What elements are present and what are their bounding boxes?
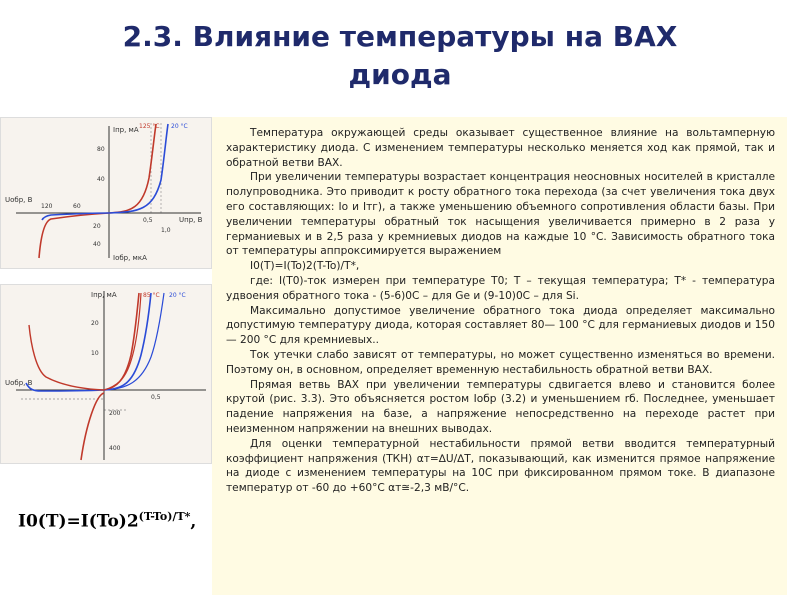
- axis-label-ireverse: Iобр, мкА: [113, 254, 147, 262]
- axis-label-iforward: Iпр, мА: [113, 126, 139, 134]
- figure-vac-germanium: [0, 117, 212, 269]
- formula-base: I0(T)=I(To)2: [18, 511, 139, 532]
- tick-x-60: 60: [73, 203, 81, 210]
- tick-200: 200: [109, 410, 121, 417]
- tick-05: 0,5: [151, 394, 161, 401]
- tick-x-05: 0,5: [143, 217, 153, 224]
- tick-10: 10: [91, 350, 99, 357]
- paragraph-3: где: I(T0)-ток измерен при температуре T0; T – текущая температура; T* - температура удвоения обратного тока - (5-6)0С – для Ge и (9-10)0С – для Si.: [226, 274, 775, 302]
- temp-label-hot: 125 °C: [139, 123, 160, 130]
- vac-chart-1: [1, 118, 211, 268]
- paragraph-1: Температура окружающей среды оказывает существенное влияние на вольтамперную характеристику диода. С изменением температуры несколько меняется ход как прямой, так и обратной ветви ВАХ.: [226, 127, 775, 169]
- figure-vac-silicon: [0, 284, 212, 464]
- tick-400: 400: [109, 445, 121, 452]
- curve-breakdown-hot: [29, 325, 104, 390]
- paragraph-4: Максимально допустимое увеличение обратного тока диода определяет максимально допустимую температуру диода, которая составляет 80— 100 °С для германиевых диодов и 150 — 200 °С для кремниевых..: [226, 304, 775, 347]
- axis-label-ureverse: Uобр, В: [5, 196, 33, 204]
- curve-forward-hot-2: [104, 293, 141, 390]
- paragraph-5: Ток утечки слабо зависят от температуры, но может существенно изменяться во времени. Поэтому он, в основном, определяет временную нестабильность обратной ветви ВАХ.: [226, 348, 775, 376]
- tick-y-20: 20: [93, 223, 101, 230]
- curve-reverse-hot: [81, 393, 104, 460]
- axis-label-ureverse: Uобр, В: [5, 379, 33, 387]
- paragraph-7: Для оценки температурной нестабильности прямой ветви вводится температурный коэффициент напряжения (ТКН) αт=∆U/∆T, показывающий, как изменится прямое напряжение на диоде с изменением температуры на 10С при фиксированном прямом токе. В диапазоне температур от -60 до +60°С αт≅-2,3 мВ/°С.: [226, 437, 775, 495]
- paragraph-2: При увеличении температуры возрастает концентрация неосновных носителей в кристалле полупроводника. Это приводит к росту обратного тока перехода (за счет увеличения тока двух его составляющих: Iо и Iтг), а также уменьшению объемного сопротивления области базы. При увеличении температуры обратный ток насыщения увеличивается примерно в 2 раза у германиевых и в 2,5 раза у кремниевых диодов на каждые 10 °С. Зависимость обратного тока от температуры аппроксимируется выражением: [226, 171, 775, 258]
- paragraph-6: Прямая ветвь ВАХ при увеличении температуры сдвигается влево и становится более крутой (рис. 3.3). Это объясняется ростом Iобр (3.2) и уменьшением rб. Последнее, уменьшает падение напряжения на базе, а напряжение непосредственно на переходе растет при неизменном напряжении на внешних выводах.: [226, 378, 775, 435]
- axis-label-uforward: Uпр, В: [179, 216, 203, 224]
- tick-y-40: 40: [97, 176, 105, 183]
- text-block: [212, 117, 787, 595]
- tick-y-40b: 40: [93, 241, 101, 248]
- temp-label-cold: 20 °C: [171, 123, 188, 130]
- curve-forward-cold: [104, 293, 151, 390]
- vac-chart-2: [1, 285, 211, 463]
- temp-label-hot: 85 °C: [143, 292, 160, 299]
- axis-label-iforward: Iпр, мА: [91, 291, 117, 299]
- tick-x-10: 1,0: [161, 227, 171, 234]
- tick-x-120: 120: [41, 203, 53, 210]
- curve-forward-hot: [104, 293, 139, 390]
- curve-forward-hot: [109, 124, 156, 213]
- formula-tail: ,: [190, 511, 197, 532]
- paragraph-formula: I0(T)=I(To)2(T-To)/T*,: [250, 260, 360, 273]
- curve-forward-cold: [109, 124, 168, 213]
- tick-20: 20: [91, 320, 99, 327]
- page-title: [0, 18, 800, 94]
- tick-y-80: 80: [97, 146, 105, 153]
- formula-exponent: (T-To)/T*: [138, 510, 191, 523]
- title-line-1: 2.3. Влияние температуры на ВАХ: [122, 20, 678, 53]
- reverse-current-formula: [18, 510, 196, 532]
- temp-label-cold: 20 °C: [169, 292, 186, 299]
- title-line-2: диода: [348, 58, 452, 91]
- curve-reverse-hot: [39, 213, 109, 258]
